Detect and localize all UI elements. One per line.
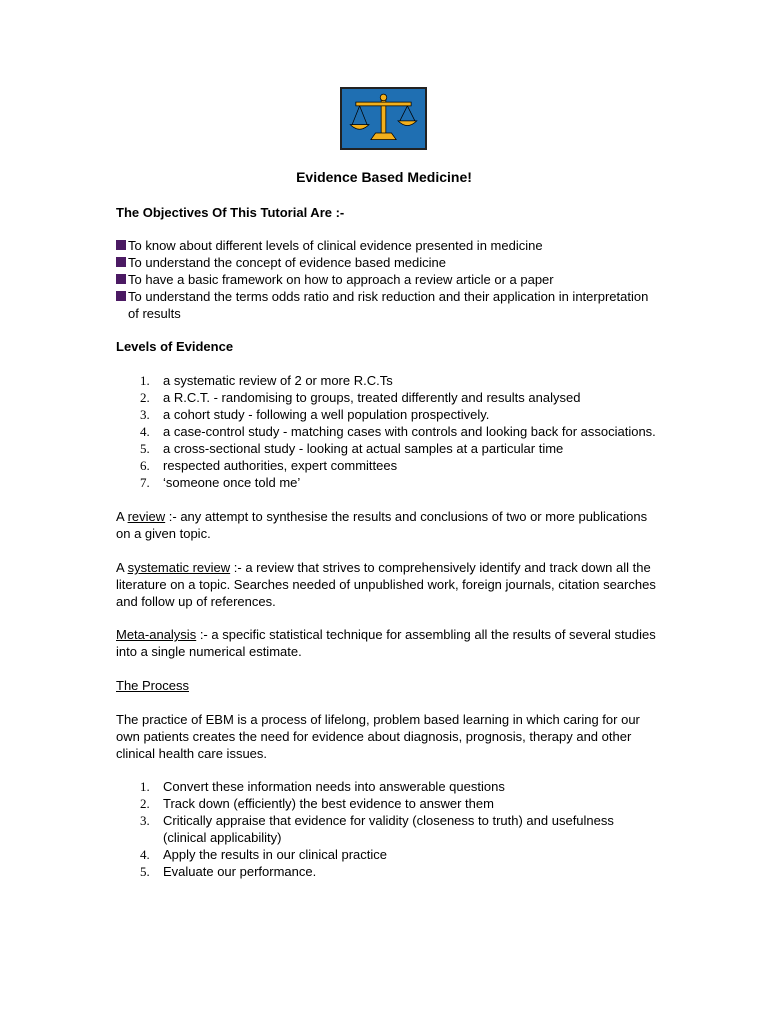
scales-of-justice-icon — [340, 87, 427, 150]
process-heading: The Process — [116, 678, 189, 693]
square-bullet-icon — [116, 291, 126, 301]
list-item: 4. a case-control study - matching cases with controls and looking back for associations. — [140, 424, 656, 439]
list-item: 2. Track down (efficiently) the best evidence to answer them — [140, 796, 494, 811]
list-item: To understand the concept of evidence based medicine — [116, 254, 661, 271]
review-definition: A review :- any attempt to synthesise the results and conclusions of two or more publications on a given topic. — [116, 509, 648, 541]
review-term: review — [127, 509, 166, 524]
process-intro: The practice of EBM is a process of lifelong, problem based learning in which caring for our own patients creates the need for evidence about diagnosis, prognosis, therapy and other clinical health care issues. — [116, 712, 640, 761]
list-item: 7. ‘someone once told me’ — [140, 475, 301, 490]
list-item: To know about different levels of clinical evidence presented in medicine — [116, 237, 661, 254]
process-list — [116, 778, 656, 880]
levels-heading: Levels of Evidence — [116, 339, 234, 354]
list-item: To have a basic framework on how to approach a review article or a paper — [116, 271, 661, 288]
list-item: 5. a cross-sectional study - looking at actual samples at a particular time — [140, 441, 564, 456]
square-bullet-icon — [116, 240, 126, 250]
list-item: To understand the terms odds ratio and risk reduction and their application in interpretation of results — [116, 288, 661, 322]
list-item: 5. Evaluate our performance. — [140, 864, 317, 879]
meta-analysis-definition: Meta-analysis :- a specific statistical technique for assembling all the results of several studies into a single numerical estimate. — [116, 627, 656, 659]
list-item: 4. Apply the results in our clinical practice — [140, 847, 387, 862]
levels-list — [116, 372, 656, 491]
objectives-list — [116, 237, 661, 322]
list-item: 1. a systematic review of 2 or more R.C.Ts — [140, 373, 393, 388]
list-item: 2. a R.C.T. - randomising to groups, treated differently and results analysed — [140, 390, 581, 405]
meta-analysis-term: Meta-analysis — [116, 627, 197, 642]
list-item: 6. respected authorities, expert committees — [140, 458, 398, 473]
square-bullet-icon — [116, 274, 126, 284]
list-item: 1. Convert these information needs into answerable questions — [140, 779, 505, 794]
objectives-heading: The Objectives Of This Tutorial Are :- — [116, 205, 345, 220]
list-item: 3. Critically appraise that evidence for validity (closeness to truth) and usefulness (clinical applicability) — [140, 813, 614, 845]
systematic-review-definition: A systematic review :- a review that strives to comprehensively identify and track down all the literature on a topic. Searches needed of unpublished work, foreign journals, citation searches and follow up of references. — [116, 560, 656, 609]
page-title: Evidence Based Medicine! — [296, 169, 472, 185]
square-bullet-icon — [116, 257, 126, 267]
list-item: 3. a cohort study - following a well population prospectively. — [140, 407, 490, 422]
systematic-review-term: systematic review — [127, 560, 231, 575]
